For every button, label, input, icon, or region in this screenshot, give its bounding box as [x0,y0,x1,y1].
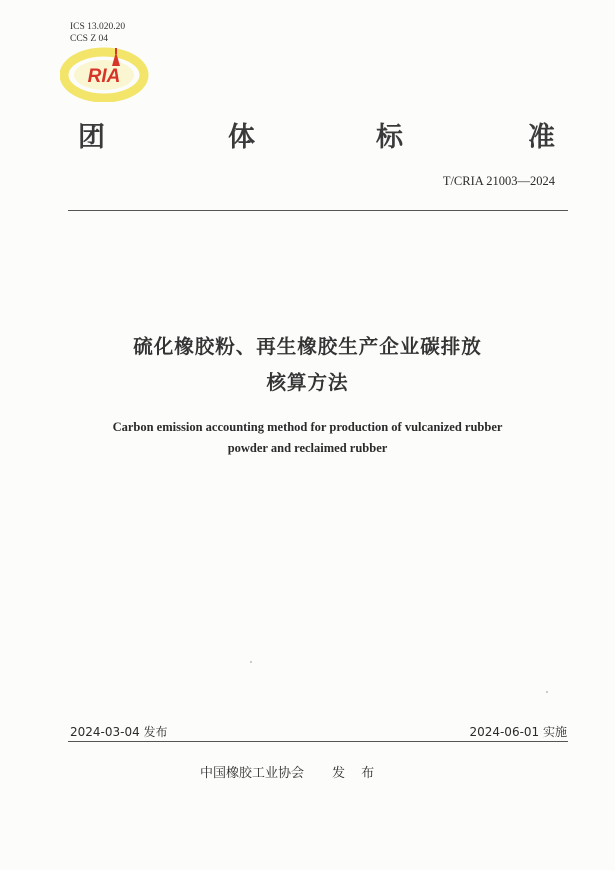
ccs-code: CCS Z 04 [70,34,109,44]
standard-type-heading [78,115,558,151]
bottom-divider [68,741,568,742]
standard-type-char: 团 [78,122,105,153]
standard-number: T/CRIA 21003—2024 [442,174,555,188]
scan-speck [546,691,548,693]
standard-type-char: 标 [376,122,403,153]
publisher-label: 发 布 [332,766,381,781]
chinese-title-line-1: 硫化橡胶粉、再生橡胶生产企业碳排放 [133,335,482,358]
ics-code: ICS 13.020.20 [70,22,126,32]
top-divider [68,210,568,211]
issue-date: 2024-03-04 发布 [70,725,168,739]
standard-type-char: 体 [228,122,255,153]
cria-logo [60,42,152,102]
publisher-name: 中国橡胶工业协会 [200,766,305,781]
logo-lettering: RIA [87,66,121,87]
scan-speck [250,661,252,663]
publisher-line [200,762,380,781]
chinese-title-line-2: 核算方法 [266,371,349,394]
implementation-date: 2024-06-01 实施 [469,725,567,739]
standard-type-char: 准 [528,122,555,153]
english-title-line-1: Carbon emission accounting method for production of vulcanized rubber [112,420,503,434]
english-title-line-2: powder and reclaimed rubber [227,441,388,455]
